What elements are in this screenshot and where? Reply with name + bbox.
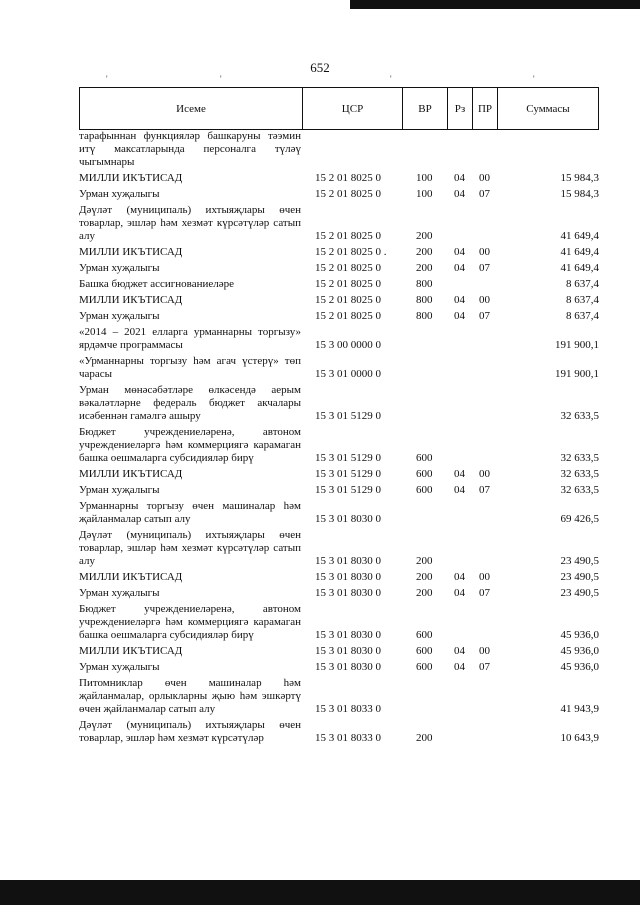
row-rz: 04 <box>454 484 465 496</box>
row-pr: 07 <box>479 661 490 673</box>
row-name: Урман хуҗалыгы <box>79 661 160 673</box>
table-row <box>79 677 599 719</box>
row-name: Урман хуҗалыгы <box>79 310 160 322</box>
table-row <box>79 571 599 587</box>
table-row <box>79 326 599 355</box>
row-vr: 800 <box>416 310 433 322</box>
row-vr: 600 <box>416 484 433 496</box>
header-rz: Рз <box>448 88 473 129</box>
row-csr: 15 3 01 0000 0 <box>315 368 381 380</box>
header-pr: ПР <box>473 88 498 129</box>
row-pr: 07 <box>479 310 490 322</box>
row-sum: 32 633,5 <box>560 452 599 464</box>
row-vr: 200 <box>416 555 433 567</box>
row-vr: 200 <box>416 262 433 274</box>
row-csr: 15 3 01 8030 0 <box>315 555 381 567</box>
table-row <box>79 204 599 246</box>
table-row <box>79 529 599 571</box>
row-pr: 07 <box>479 188 490 200</box>
row-pr: 07 <box>479 484 490 496</box>
header-sum: Суммасы <box>526 102 570 115</box>
header-vr: ВР <box>403 88 448 129</box>
row-sum: 32 633,5 <box>560 468 599 480</box>
header-csr: ЦСР <box>303 88 403 129</box>
scan-mark: ' <box>533 74 535 84</box>
table-row <box>79 294 599 310</box>
table-row <box>79 645 599 661</box>
row-sum: 8 637,4 <box>566 310 599 322</box>
row-csr: 15 3 01 5129 0 <box>315 468 381 480</box>
header-name: Исеме <box>80 88 303 129</box>
row-sum: 69 426,5 <box>560 513 599 525</box>
row-vr: 600 <box>416 645 433 657</box>
row-csr: 15 3 01 5129 0 <box>315 452 381 464</box>
row-pr: 07 <box>479 587 490 599</box>
row-sum: 45 936,0 <box>560 645 599 657</box>
row-pr: 00 <box>479 294 490 306</box>
table-row <box>79 188 599 204</box>
row-rz: 04 <box>454 172 465 184</box>
row-vr: 200 <box>416 246 433 258</box>
row-name: Урман мөнәсәбәтләре өлкәсендә аерым вәкаләтләрне федераль бюджет акчалары исәбеннән гамәлгә ашыру <box>79 384 301 422</box>
row-name: Бюджет учреждениеләренә, автоном учреждениеләргә һәм коммерциягә карамаган башка оешмаларга субсидияләр бирү <box>79 426 301 464</box>
row-sum: 10 643,9 <box>560 732 599 744</box>
table-row <box>79 310 599 326</box>
table-row <box>79 278 599 294</box>
row-vr: 600 <box>416 629 433 641</box>
table-row <box>79 587 599 603</box>
row-csr: 15 3 01 8030 0 <box>315 629 381 641</box>
row-rz: 04 <box>454 246 465 258</box>
row-csr: 15 2 01 8025 0 <box>315 172 381 184</box>
row-name: Дәүләт (муниципаль) ихтыяҗлары өчен товарлар, эшләр һәм хезмәт күрсәтүләр сатып алу <box>79 204 301 242</box>
row-sum: 23 490,5 <box>560 571 599 583</box>
row-rz: 04 <box>454 188 465 200</box>
page-number: 652 <box>310 60 330 75</box>
row-sum: 32 633,5 <box>560 410 599 422</box>
row-csr: 15 3 01 8030 0 <box>315 513 381 525</box>
table-row <box>79 172 599 188</box>
row-name: Питомниклар өчен машиналар һәм җайланмалар, орлыкларны җыю һәм эшкәртү өчен җайланмалар сатып алу <box>79 677 301 715</box>
row-name: МИЛЛИ ИКЪТИСАД <box>79 468 183 480</box>
row-csr: 15 2 01 8025 0 . <box>315 246 387 258</box>
row-csr: 15 3 01 8033 0 <box>315 732 381 744</box>
row-pr: 00 <box>479 571 490 583</box>
table-row <box>79 500 599 529</box>
row-sum: 41 943,9 <box>560 703 599 715</box>
row-csr: 15 2 01 8025 0 <box>315 188 381 200</box>
table-row <box>79 130 599 172</box>
row-rz: 04 <box>454 310 465 322</box>
row-csr: 15 2 01 8025 0 <box>315 230 381 242</box>
row-name: МИЛЛИ ИКЪТИСАД <box>79 246 183 258</box>
table-row <box>79 719 599 748</box>
row-vr: 600 <box>416 452 433 464</box>
table-header <box>79 87 599 130</box>
row-name: Дәүләт (муниципаль) ихтыяҗлары өчен товарлар, эшләр һәм хезмәт күрсәтүләр <box>79 719 301 744</box>
row-sum: 8 637,4 <box>566 278 599 290</box>
table-row <box>79 426 599 468</box>
row-csr: 15 3 01 5129 0 <box>315 410 381 422</box>
row-name: Урманнарны торгызу өчен машиналар һәм җайланмалар сатып алу <box>79 500 301 525</box>
row-pr: 00 <box>479 172 490 184</box>
row-vr: 800 <box>416 278 433 290</box>
scan-mark: ' <box>106 74 108 84</box>
row-sum: 45 936,0 <box>560 661 599 673</box>
row-name: Урман хуҗалыгы <box>79 262 160 274</box>
row-vr: 200 <box>416 732 433 744</box>
row-name: «2014 – 2021 елларга урманнарны торгызу» ярдәмче программасы <box>79 326 301 351</box>
table-row <box>79 384 599 426</box>
row-name: тарафыннан функцияләр башкаруны тәэмин итү максатларында персоналга түләү чыгымнары <box>79 130 301 168</box>
row-sum: 15 984,3 <box>560 188 599 200</box>
row-csr: 15 2 01 8025 0 <box>315 310 381 322</box>
row-rz: 04 <box>454 571 465 583</box>
row-name: Бюджет учреждениеләренә, автоном учреждениеләргә һәм коммерциягә карамаган башка оешмаларга субсидияләр бирү <box>79 603 301 641</box>
row-name: «Урманнарны торгызу һәм агач үстерү» төп чарасы <box>79 355 301 380</box>
row-csr: 15 3 01 8033 0 <box>315 703 381 715</box>
table-row <box>79 246 599 262</box>
row-name: Урман хуҗалыгы <box>79 484 160 496</box>
row-csr: 15 3 01 8030 0 <box>315 587 381 599</box>
row-rz: 04 <box>454 645 465 657</box>
row-csr: 15 3 01 8030 0 <box>315 571 381 583</box>
row-vr: 800 <box>416 294 433 306</box>
row-sum: 191 900,1 <box>555 339 599 351</box>
table-row <box>79 262 599 278</box>
scan-edge-bottom <box>0 880 640 905</box>
row-sum: 23 490,5 <box>560 587 599 599</box>
row-pr: 07 <box>479 262 490 274</box>
row-name: МИЛЛИ ИКЪТИСАД <box>79 571 183 583</box>
row-vr: 200 <box>416 587 433 599</box>
row-pr: 00 <box>479 645 490 657</box>
row-rz: 04 <box>454 294 465 306</box>
row-name: МИЛЛИ ИКЪТИСАД <box>79 294 183 306</box>
row-sum: 191 900,1 <box>555 368 599 380</box>
scan-edge-top <box>350 0 640 9</box>
row-sum: 41 649,4 <box>560 262 599 274</box>
row-sum: 15 984,3 <box>560 172 599 184</box>
row-rz: 04 <box>454 262 465 274</box>
row-name: Урман хуҗалыгы <box>79 587 160 599</box>
scan-mark: ' <box>220 74 222 84</box>
row-csr: 15 3 01 8030 0 <box>315 645 381 657</box>
row-sum: 41 649,4 <box>560 246 599 258</box>
row-name: МИЛЛИ ИКЪТИСАД <box>79 645 183 657</box>
row-name: Урман хуҗалыгы <box>79 188 160 200</box>
row-rz: 04 <box>454 661 465 673</box>
row-sum: 8 637,4 <box>566 294 599 306</box>
row-rz: 04 <box>454 468 465 480</box>
row-name: Башка бюджет ассигнованиеләре <box>79 278 234 290</box>
row-pr: 00 <box>479 468 490 480</box>
row-name: Дәүләт (муниципаль) ихтыяҗлары өчен товарлар, эшләр һәм хезмәт күрсәтүләр сатып алу <box>79 529 301 567</box>
row-csr: 15 2 01 8025 0 <box>315 278 381 290</box>
row-csr: 15 2 01 8025 0 <box>315 294 381 306</box>
row-vr: 100 <box>416 172 433 184</box>
scan-mark: ' <box>390 74 392 84</box>
row-name: МИЛЛИ ИКЪТИСАД <box>79 172 183 184</box>
row-vr: 600 <box>416 661 433 673</box>
table-row <box>79 661 599 677</box>
table-row <box>79 468 599 484</box>
row-rz: 04 <box>454 587 465 599</box>
row-sum: 23 490,5 <box>560 555 599 567</box>
table-row <box>79 355 599 384</box>
table-row <box>79 603 599 645</box>
row-vr: 600 <box>416 468 433 480</box>
row-sum: 45 936,0 <box>560 629 599 641</box>
row-sum: 41 649,4 <box>560 230 599 242</box>
row-sum: 32 633,5 <box>560 484 599 496</box>
row-vr: 100 <box>416 188 433 200</box>
row-vr: 200 <box>416 571 433 583</box>
row-csr: 15 3 01 5129 0 <box>315 484 381 496</box>
table-row <box>79 484 599 500</box>
row-csr: 15 3 00 0000 0 <box>315 339 381 351</box>
row-csr: 15 3 01 8030 0 <box>315 661 381 673</box>
row-pr: 00 <box>479 246 490 258</box>
row-csr: 15 2 01 8025 0 <box>315 262 381 274</box>
row-vr: 200 <box>416 230 433 242</box>
budget-table-body <box>79 130 599 748</box>
